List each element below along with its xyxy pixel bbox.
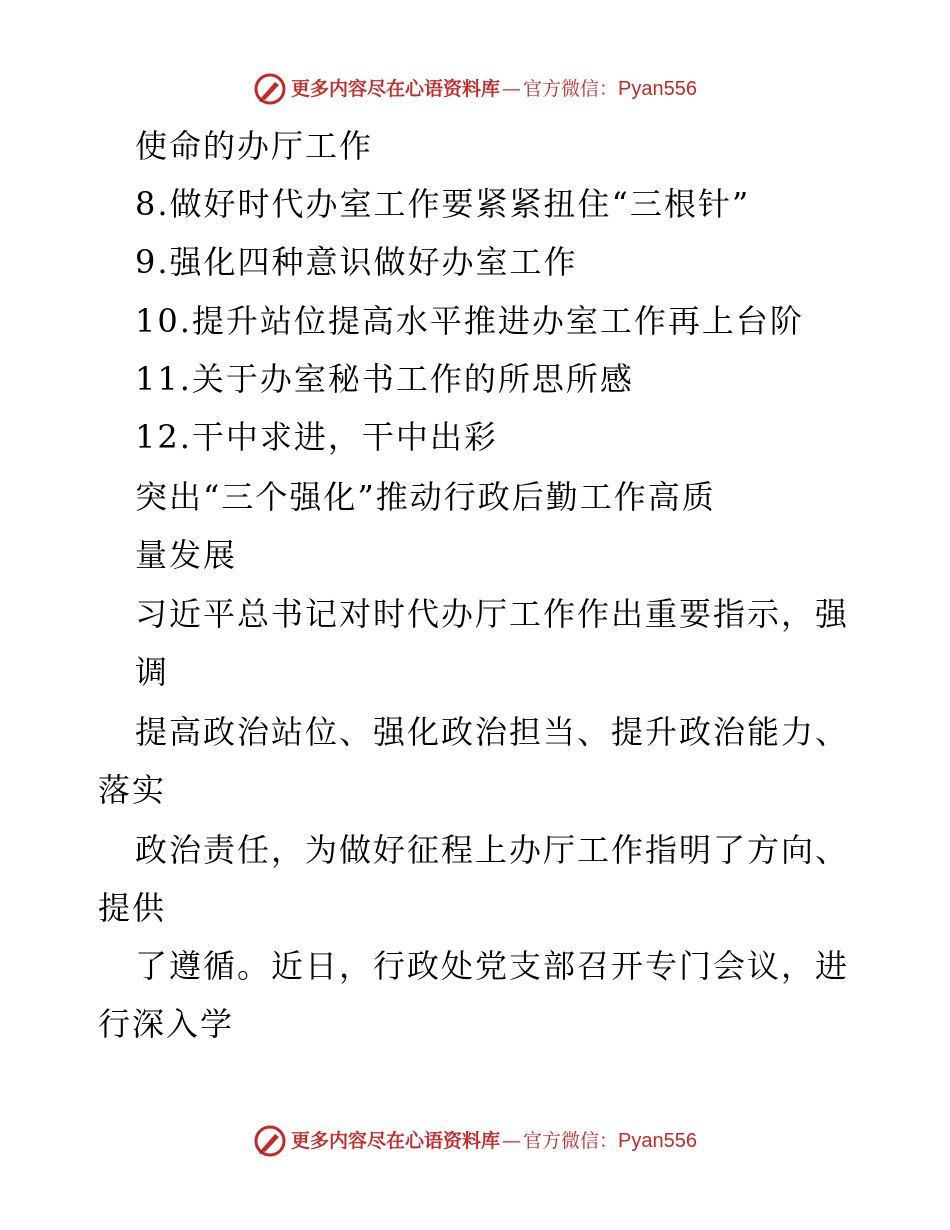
body-line: 使命的办厅工作 [135,127,374,165]
body-line: 政治责任，为做好征程上办厅工作指明了方向、 [135,831,850,869]
body-line: 9.强化四种意识做好办室工作 [135,243,578,281]
body-line: 习近平总书记对时代办厅工作作出重要指示，强 [135,595,850,633]
brand-text: 更多内容尽在心语资料库 [291,1129,501,1152]
banner-dash: — [502,1129,522,1152]
body-line: 落实 [98,771,167,809]
body-line: 10.提升站位提高水平推进办室工作再上台阶 [135,302,804,340]
wechat-id: Pyan556 [618,78,697,100]
brand-text: 更多内容尽在心语资料库 [291,77,501,100]
footer-banner [0,1124,950,1158]
wechat-label: 官方微信： [523,1129,619,1152]
body-line: 行深入学 [98,1005,235,1043]
body-line: 突出“三个强化”推动行政后勤工作高质 [135,478,716,516]
body-line: 提供 [98,889,167,927]
pen-logo-icon [253,1124,287,1158]
wechat-label: 官方微信： [523,77,619,100]
body-line: 了遵循。近日，行政处党支部召开专门会议，进 [135,947,850,985]
body-line: 提高政治站位、强化政治担当、提升政治能力、 [135,713,850,751]
body-line: 8.做好时代办室工作要紧紧扭住“三根针” [135,185,751,223]
body-line: 量发展 [135,536,238,574]
body-line: 12.干中求进，干中出彩 [135,418,498,456]
body-line: 11.关于办室秘书工作的所思所感 [135,360,634,398]
header-banner [0,72,950,106]
wechat-id: Pyan556 [618,1130,697,1152]
body-line: 调 [135,653,170,691]
banner-dash: — [502,77,522,100]
pen-logo-icon [253,72,287,106]
